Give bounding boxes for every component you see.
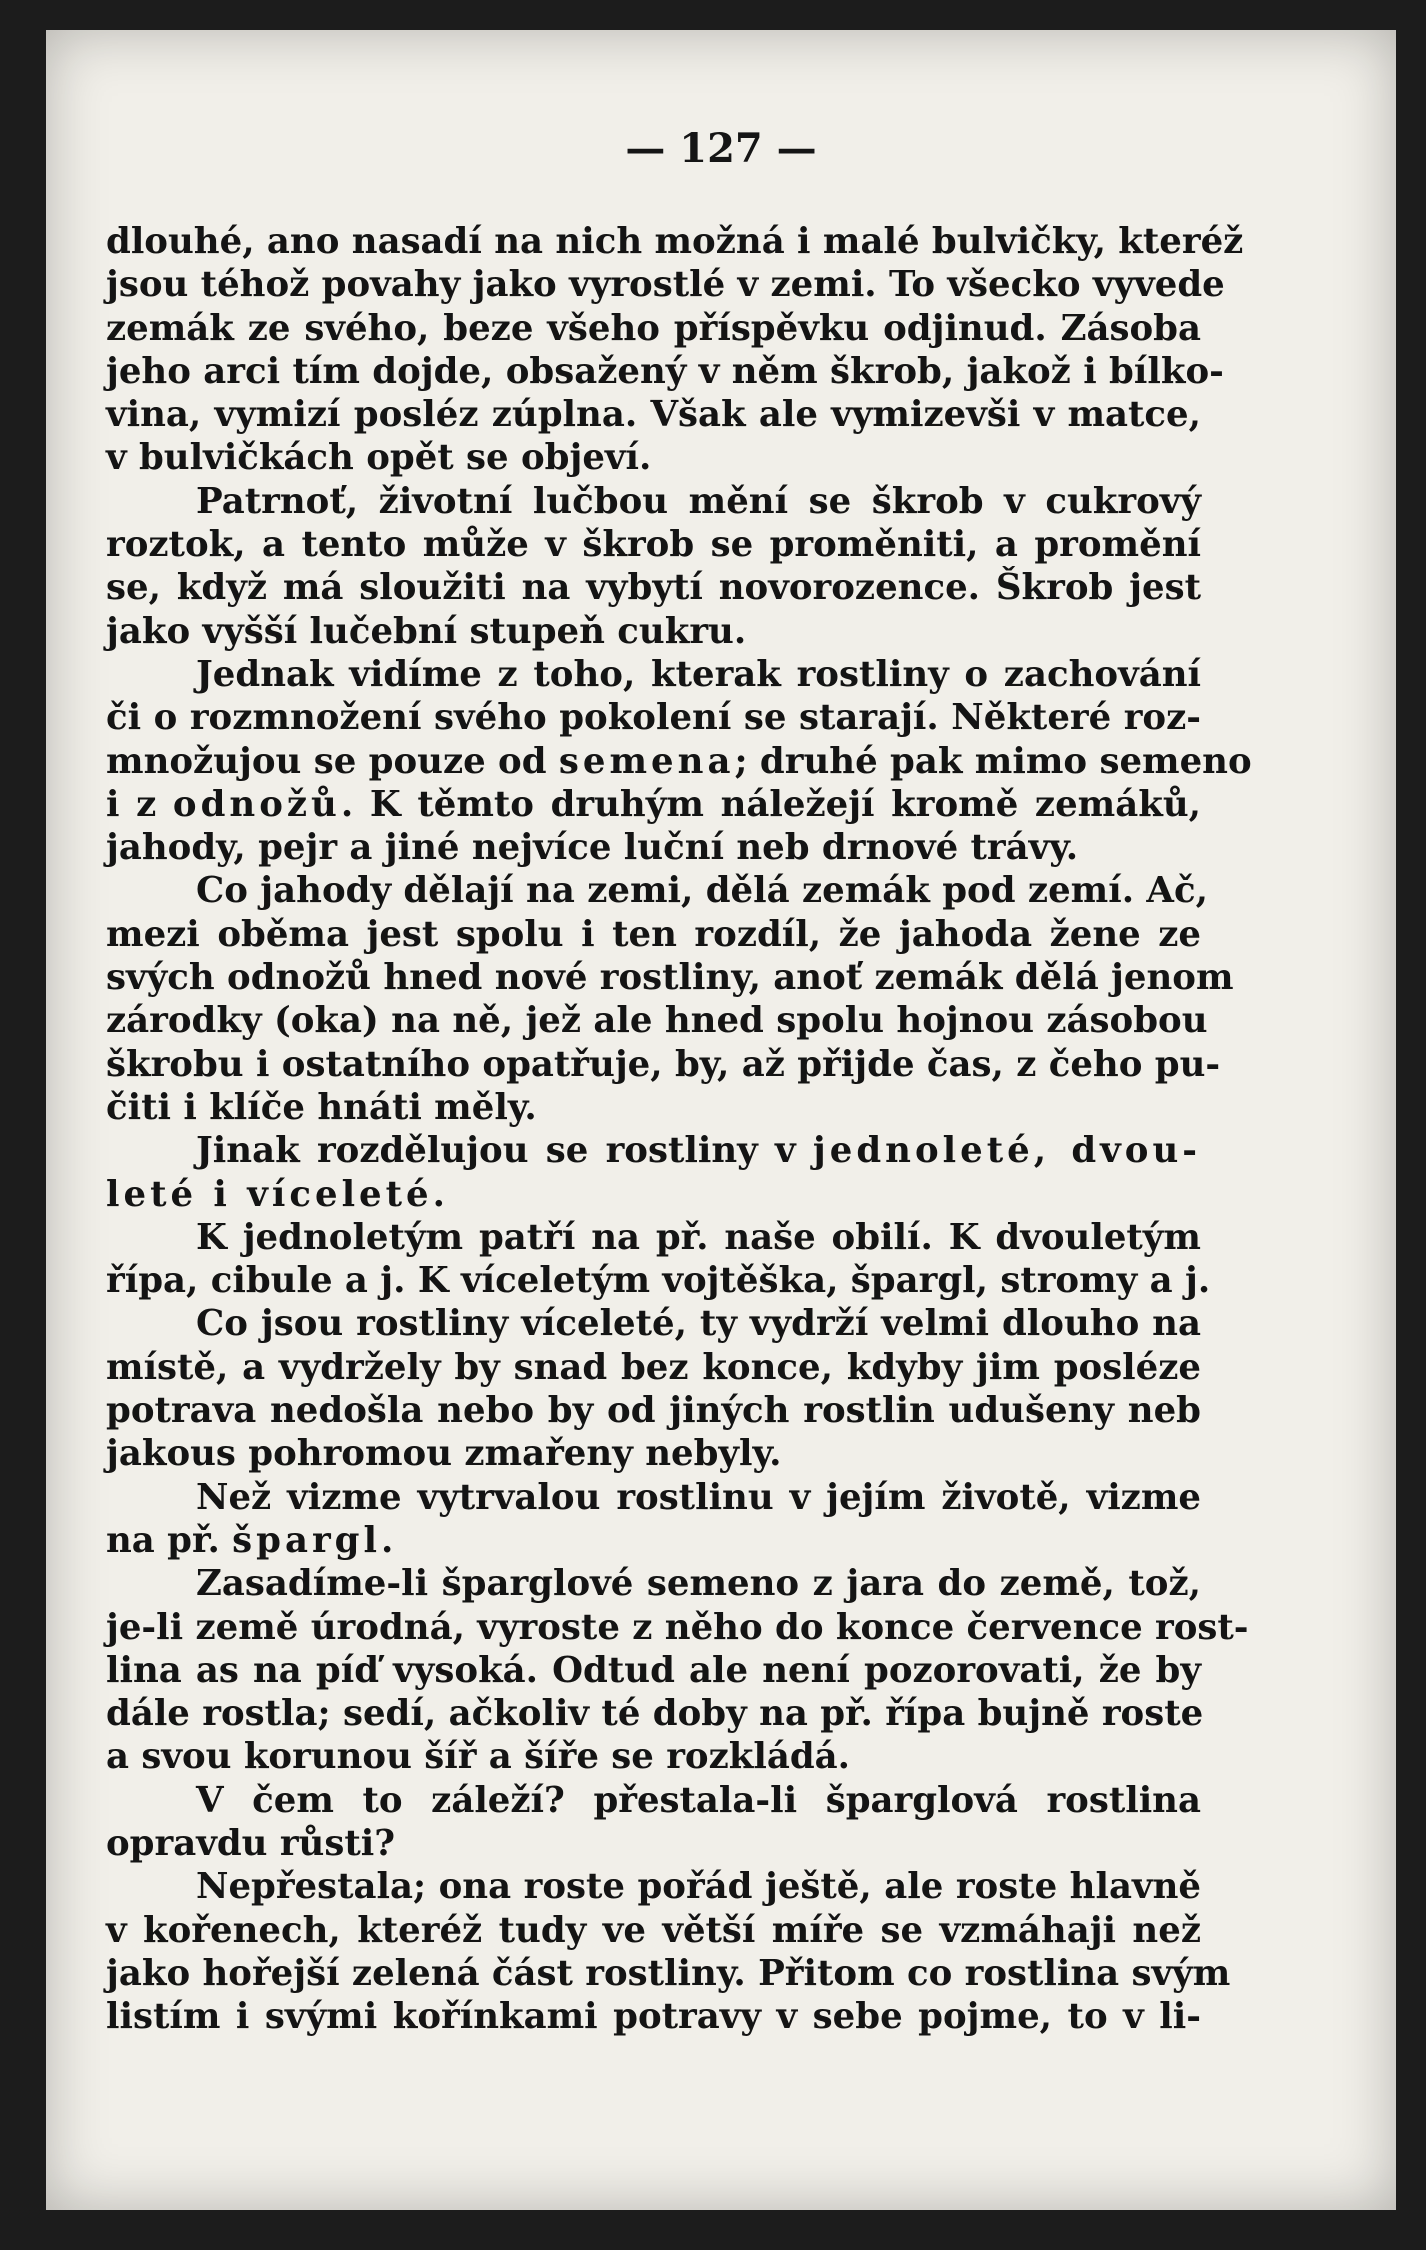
text-line-content: místě, a vydržely by snad bez konce, kdyby jim posléze bbox=[106, 1346, 1201, 1388]
text-line bbox=[106, 1952, 1231, 1995]
text-line bbox=[106, 783, 1201, 826]
text-line bbox=[106, 350, 1224, 393]
spaced-emphasis: semena bbox=[558, 740, 735, 782]
text-line bbox=[106, 740, 1252, 783]
text-line-content: svých odnožů hned nové rostliny, anoť zemák dělá jenom bbox=[106, 957, 1234, 999]
text-line-content: jahody, pejr a jiné nejvíce luční neb drnové trávy. bbox=[106, 827, 1079, 869]
text-line-content: mezi oběma jest spolu i ten rozdíl, že jahoda žene ze bbox=[106, 913, 1201, 955]
text-line-content: roztok, a tento může v škrob se proměniti, a promění bbox=[106, 524, 1201, 566]
text-line bbox=[106, 1909, 1201, 1952]
text-line bbox=[106, 307, 1201, 350]
text-line-content: potrava nedošla nebo by od jiných rostlin udušeny neb bbox=[106, 1390, 1201, 1432]
page-number: — 127 — bbox=[625, 125, 817, 172]
text-line-content: V čem to záleží? přestala-li šparglová rostlina bbox=[196, 1779, 1201, 1821]
book-page bbox=[46, 30, 1396, 2210]
text-line bbox=[106, 956, 1234, 999]
text-line bbox=[106, 263, 1225, 306]
text-line-content: jako vyšší lučební stupeň cukru. bbox=[106, 610, 747, 652]
text-line-content: Jinak rozdělujou se rostliny v bbox=[196, 1130, 813, 1172]
text-line-content: řípa, cibule a j. K víceletým vojtěška, špargl, stromy a j. bbox=[106, 1260, 1211, 1302]
text-line-content: Co jsou rostliny víceleté, ty vydrží velmi dlouho na bbox=[196, 1303, 1201, 1345]
text-line bbox=[106, 1389, 1201, 1432]
text-line bbox=[106, 999, 1208, 1042]
text-line-content: škrobu i ostatního opatřuje, by, až přijde čas, z čeho pu- bbox=[106, 1043, 1221, 1085]
body-text bbox=[106, 220, 1252, 2038]
text-line bbox=[106, 1606, 1249, 1649]
text-line-content: i z bbox=[106, 783, 173, 825]
text-line-content: Patrnoť, životní lučbou mění se škrob v cukrový bbox=[196, 480, 1201, 522]
text-line bbox=[106, 566, 1201, 609]
text-line-content: opravdu růsti? bbox=[106, 1822, 396, 1864]
text-line-content: jakous pohromou zmařeny nebyly. bbox=[106, 1433, 782, 1475]
text-line-content: v kořenech, kteréž tudy ve větší míře se vzmáhaji než bbox=[106, 1909, 1201, 1951]
spaced-emphasis: špargl bbox=[232, 1519, 381, 1561]
text-line-content: dále rostla; sedí, ačkoliv té doby na př. řípa bujně roste bbox=[106, 1693, 1204, 1735]
text-line bbox=[106, 696, 1201, 739]
text-line bbox=[106, 1432, 1201, 1475]
text-line-content: zárodky (oka) na ně, jež ale hned spolu hojnou zásobou bbox=[106, 1000, 1208, 1042]
text-line bbox=[106, 220, 1244, 263]
text-line bbox=[106, 480, 1201, 523]
text-line bbox=[106, 653, 1201, 696]
text-line-content: množujou se pouze od bbox=[106, 740, 559, 782]
text-line bbox=[106, 1259, 1211, 1302]
text-line bbox=[106, 1519, 1201, 1562]
text-line-content: a svou korunou šíř a šíře se rozkládá. bbox=[106, 1736, 851, 1778]
text-line-content: zemák ze svého, beze všeho příspěvku odjinud. Zásoba bbox=[106, 307, 1201, 349]
spaced-emphasis: odnožů bbox=[172, 783, 341, 825]
text-line-content: či o rozmnožení svého pokolení se starají. Některé roz- bbox=[106, 697, 1201, 739]
text-line bbox=[106, 393, 1201, 436]
text-line-content: jeho arci tím dojde, obsažený v něm škrob, jakož i bílko- bbox=[106, 350, 1224, 392]
spaced-emphasis: leté i víceleté bbox=[106, 1173, 433, 1215]
spaced-emphasis: jednoleté, dvou- bbox=[812, 1130, 1201, 1172]
text-line-content: se, když má sloužiti na vybytí novorozence. Škrob jest bbox=[106, 567, 1201, 609]
text-line bbox=[106, 913, 1201, 956]
text-line-rest: . K těmto druhým náležejí kromě zemáků, bbox=[340, 783, 1201, 825]
text-line bbox=[106, 869, 1208, 912]
text-line bbox=[106, 1649, 1201, 1692]
text-line-content: vina, vymizí posléz zúplna. Však ale vymizevši v matce, bbox=[106, 394, 1201, 436]
text-line bbox=[106, 1822, 1201, 1865]
text-line bbox=[106, 610, 1201, 653]
text-line bbox=[106, 826, 1201, 869]
text-line-content: na př. bbox=[106, 1519, 233, 1561]
text-line bbox=[106, 1129, 1201, 1172]
text-line bbox=[106, 1779, 1201, 1822]
text-line-content: jako hořejší zelená část rostliny. Přitom co rostlina svým bbox=[106, 1952, 1231, 1994]
text-line bbox=[106, 1995, 1201, 2038]
text-line bbox=[106, 1692, 1204, 1735]
text-line-content: je-li země úrodná, vyroste z něho do konce července rost- bbox=[106, 1606, 1249, 1648]
text-line bbox=[106, 1865, 1201, 1908]
text-line-content: lina as na píď vysoká. Odtud ale není pozorovati, že by bbox=[106, 1649, 1201, 1691]
text-line bbox=[106, 1043, 1221, 1086]
text-line bbox=[106, 1735, 1201, 1778]
text-line bbox=[106, 1476, 1201, 1519]
text-line-content: K jednoletým patří na př. naše obilí. K dvouletým bbox=[196, 1216, 1201, 1258]
text-line-content: v bulvičkách opět se objeví. bbox=[106, 437, 652, 479]
text-line bbox=[106, 436, 1201, 479]
text-line-rest: ; druhé pak mimo semeno bbox=[734, 740, 1252, 782]
text-line bbox=[106, 1302, 1201, 1345]
text-line-rest: . bbox=[432, 1173, 445, 1215]
text-line bbox=[106, 1216, 1201, 1259]
text-line bbox=[106, 523, 1201, 566]
text-line bbox=[106, 1086, 1201, 1129]
text-line-content: Zasadíme-li šparglové semeno z jara do země, tož, bbox=[196, 1563, 1201, 1605]
text-line bbox=[106, 1346, 1201, 1389]
text-line-content: Jednak vidíme z toho, kterak rostliny o zachování bbox=[196, 653, 1201, 695]
text-line-content: Než vizme vytrvalou rostlinu v jejím životě, vizme bbox=[196, 1476, 1201, 1518]
text-line bbox=[106, 1173, 1201, 1216]
text-line-content: Nepřestala; ona roste pořád ještě, ale roste hlavně bbox=[196, 1866, 1201, 1908]
text-line bbox=[106, 1562, 1201, 1605]
text-line-content: jsou téhož povahy jako vyrostlé v zemi. To všecko vyvede bbox=[106, 264, 1225, 306]
text-line-content: čiti i klíče hnáti měly. bbox=[106, 1086, 537, 1128]
text-line-content: Co jahody dělají na zemi, dělá zemák pod zemí. Ač, bbox=[196, 870, 1208, 912]
text-line-content: dlouhé, ano nasadí na nich možná i malé bulvičky, kteréž bbox=[106, 221, 1244, 262]
text-line-content: listím i svými kořínkami potravy v sebe pojme, to v li- bbox=[106, 1996, 1201, 2038]
text-line-rest: . bbox=[381, 1519, 394, 1561]
